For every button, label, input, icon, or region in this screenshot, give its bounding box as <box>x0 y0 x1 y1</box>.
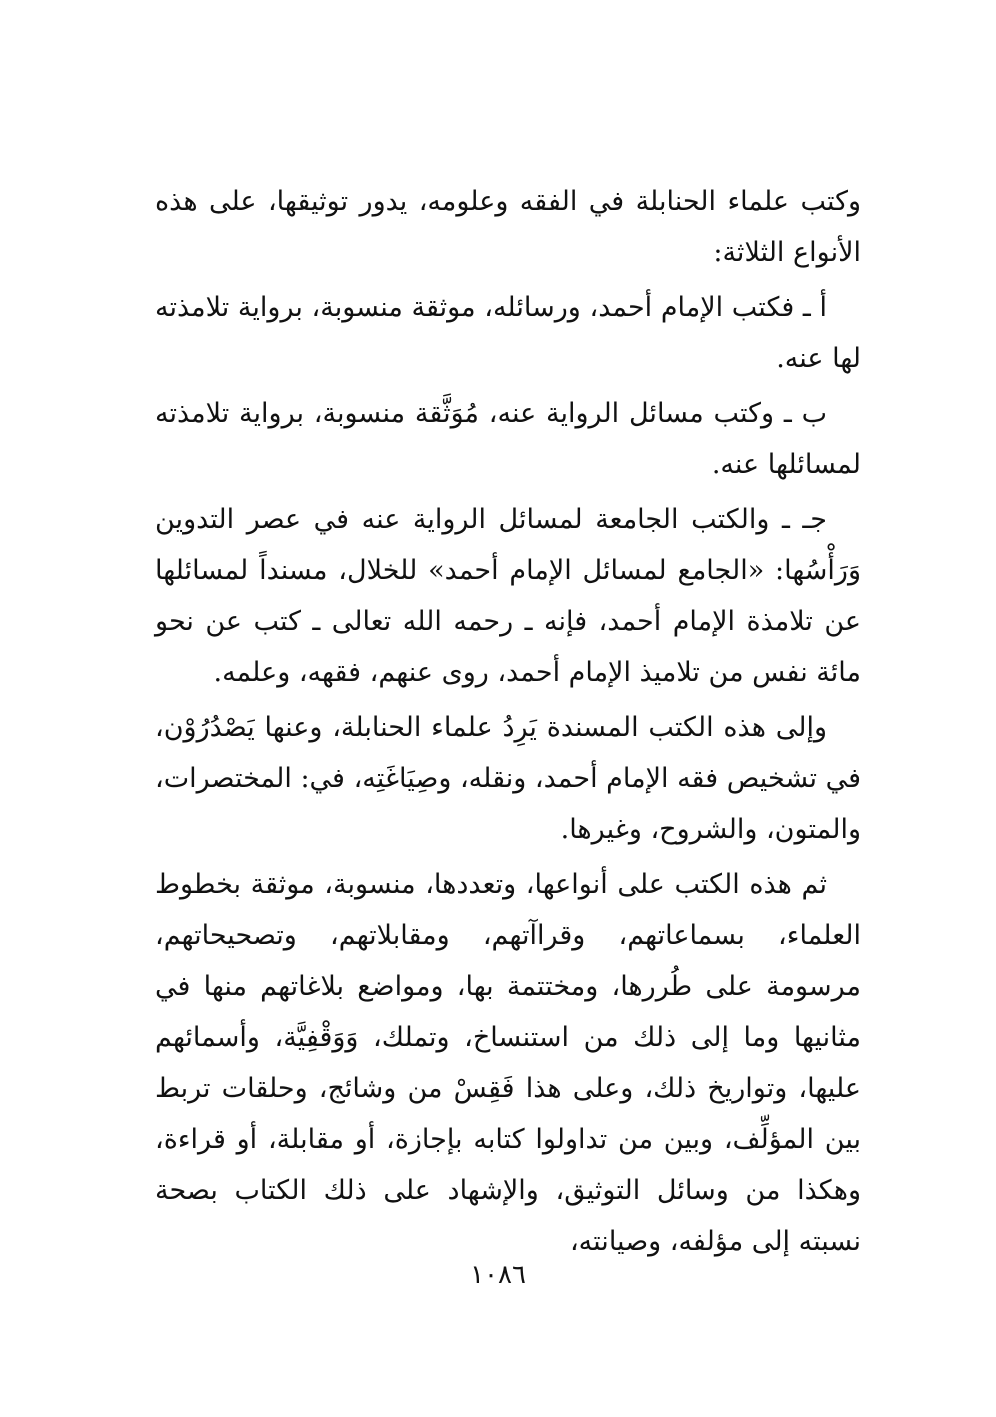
paragraph-documentation: ثم هذه الكتب على أنواعها، وتعددها، منسوبة، موثقة بخطوط العلماء، بسماعاتهم، وقراآتهم، ومقابلاتهم، وتصحيحاتهم، مرسومة على طُررها، ومختتمة بها، ومواضع بلاغاتهم منها في مثانيها وما إلى ذلك من استنساخ، وتملك، وَوَقْفِيَّة، وأسمائهم عليها، وتواريخ ذلك، وعلى هذا فَقِسْ من وشائج، وحلقات تربط بين المؤلِّف، وبين من تداولوا كتابه بإجازة، أو مقابلة، أو قراءة، وهكذا من وسائل التوثيق، والإشهاد على ذلك الكتاب بصحة نسبته إلى مؤلفه، وصيانته، <box>155 869 861 1257</box>
paragraph-intro: وكتب علماء الحنابلة في الفقه وعلومه، يدور توثيقها، على هذه الأنواع الثلاثة: <box>155 186 861 268</box>
body-text <box>155 176 861 1271</box>
paragraph-item-alif: أ ـ فكتب الإمام أحمد، ورسائله، موثقة منسوبة، برواية تلامذته لها عنه. <box>155 292 861 374</box>
paragraph-item-ba: ب ـ وكتب مسائل الرواية عنه، مُوَثَّقة منسوبة، برواية تلامذته لمسائلها عنه. <box>155 398 861 480</box>
page-number: ١٠٨٦ <box>470 1260 526 1290</box>
paragraph-item-jim: جـ ـ والكتب الجامعة لمسائل الرواية عنه في عصر التدوين وَرَأْسُها: «الجامع لمسائل الإمام أحمد» للخلال، مسنداً لمسائلها عن تلامذة الإمام أحمد، فإنه ـ رحمه الله تعالى ـ كتب عن نحو مائة نفس من تلاميذ الإمام أحمد، روى عنهم، فقهه، وعلمه. <box>155 504 861 688</box>
paragraph-sources: وإلى هذه الكتب المسندة يَرِدُ علماء الحنابلة، وعنها يَصْدُرُوْن، في تشخيص فقه الإمام أحمد، ونقله، وصِيَاغَتِه، في: المختصرات، والمتون، والشروح، وغيرها. <box>155 712 861 845</box>
